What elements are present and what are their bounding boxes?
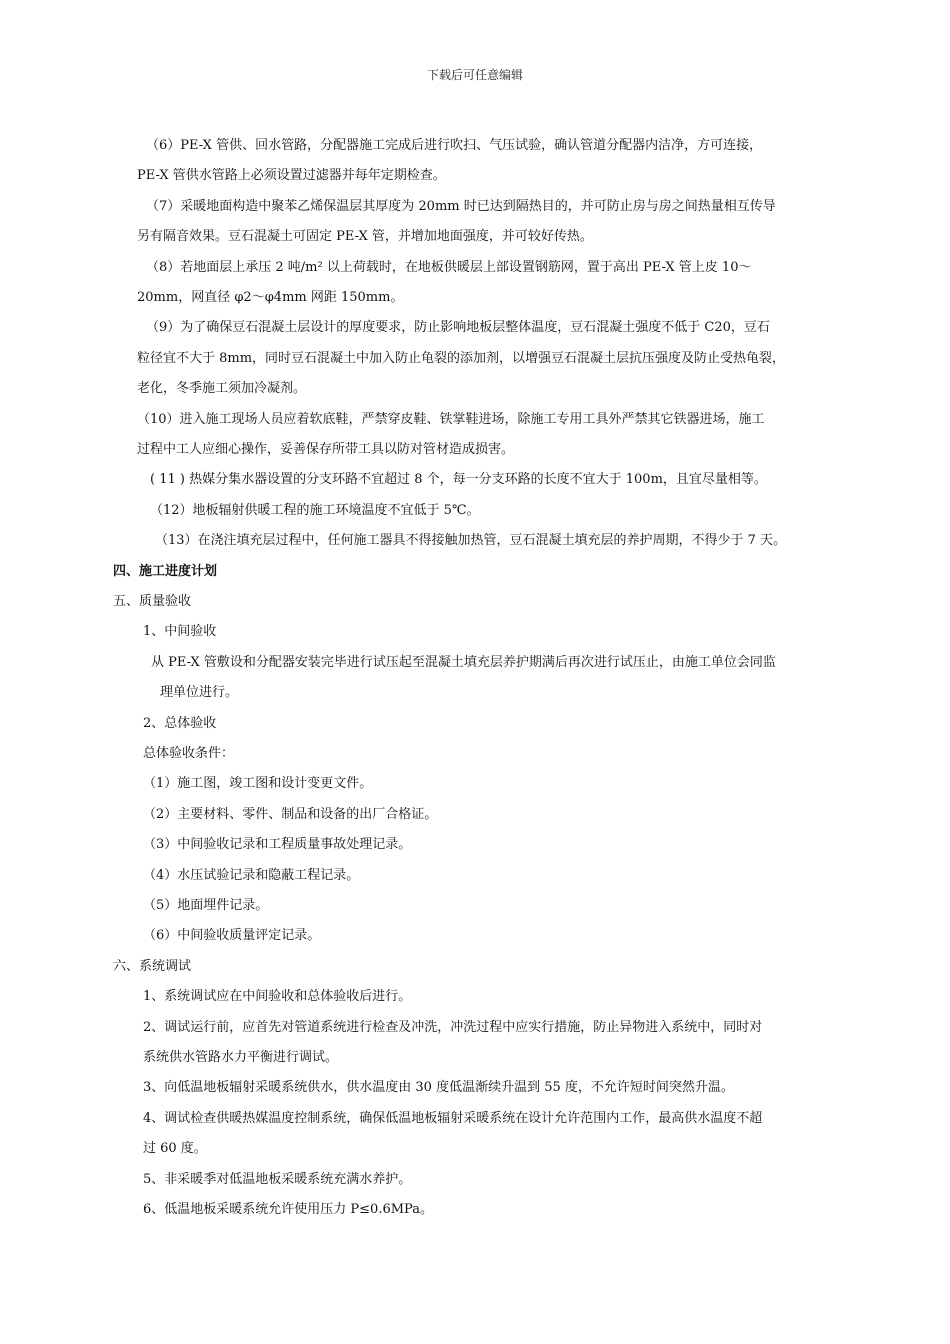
text-line: 另有隔音效果。豆石混凝土可固定 PE-X 管，并增加地面强度，并可较好传热。 — [137, 229, 593, 244]
section-heading: 四、施工进度计划 — [113, 564, 218, 579]
text-line: 老化，冬季施工须加冷凝剂。 — [137, 381, 307, 396]
list-item: 3、向低温地板辐射采暖系统供水，供水温度由 30 度低温渐续升温到 55 度，不允许短时间突然升温。 — [143, 1080, 734, 1095]
text-line: 理单位进行。 — [160, 685, 239, 700]
list-item: （3）中间验收记录和工程质量事故处理记录。 — [143, 837, 412, 852]
page-header: 下载后可任意编辑 — [426, 68, 523, 82]
list-item: 2、调试运行前，应首先对管道系统进行检查及冲洗，冲洗过程中应实行措施，防止异物进入系统中，同时对 — [143, 1020, 763, 1035]
list-item: 6、低温地板采暖系统允许使用压力 P≤0.6MPa。 — [143, 1202, 433, 1217]
text-line: （13）在浇注填充层过程中，任何施工器具不得接触加热管，豆石混凝土填充层的养护周期，不得少于 7 天。 — [155, 533, 787, 548]
text-line: 总体验收条件： — [143, 746, 235, 761]
text-line: ( 11 ) 热媒分集水器设置的分支环路不宜超过 8 个，每一分支环路的长度不宜大于 100m，且宜尽量相等。 — [150, 472, 767, 487]
text-line: （10）进入施工现场人员应着软底鞋，严禁穿皮鞋、铁掌鞋进场，除施工专用工具外严禁其它铁器进场，施工 — [137, 412, 765, 427]
section-heading: 六、系统调试 — [113, 959, 192, 974]
list-item: （2）主要材料、零件、制品和设备的出厂合格证。 — [143, 807, 438, 822]
list-item: 5、非采暖季对低温地板采暖系统充满水养护。 — [143, 1172, 412, 1187]
text-line: （7）采暖地面构造中聚苯乙烯保温层其厚度为 20mm 时已达到隔热目的，并可防止房与房之间热量相互传导 — [146, 199, 776, 214]
text-line: （6）PE-X 管供、回水管路，分配器施工完成后进行吹扫、气压试验，确认管道分配器内洁净，方可连接， — [146, 138, 763, 153]
text-line: （8）若地面层上承压 2 吨/m² 以上荷载时，在地板供暖层上部设置钢筋网，置于高出 PE-X 管上皮 10～ — [146, 260, 752, 275]
text-line: 粒径宜不大于 8mm，同时豆石混凝土中加入防止龟裂的添加剂，以增强豆石混凝土层抗压强度及防止受热龟裂， — [137, 351, 786, 366]
text-line: 过程中工人应细心操作，妥善保存所带工具以防对管材造成损害。 — [137, 442, 515, 457]
subsection-heading: 1、中间验收 — [143, 624, 217, 639]
list-item: （5）地面埋件记录。 — [143, 898, 269, 913]
text-line: PE-X 管供水管路上必须设置过滤器并每年定期检查。 — [137, 168, 446, 183]
text-line: 系统供水管路水力平衡进行调试。 — [143, 1050, 339, 1065]
text-line: （9）为了确保豆石混凝土层设计的厚度要求，防止影响地板层整体温度，豆石混凝土强度不低于 C20，豆石 — [146, 320, 770, 335]
text-line: 从 PE-X 管敷设和分配器安装完毕进行试压起至混凝土填充层养护期满后再次进行试压止，由施工单位会同监 — [151, 655, 776, 670]
list-item: 1、系统调试应在中间验收和总体验收后进行。 — [143, 989, 412, 1004]
text-line: 20mm，网直径 φ2～φ4mm 网距 150mm。 — [137, 290, 404, 305]
list-item: 4、调试检查供暖热媒温度控制系统，确保低温地板辐射采暖系统在设计允许范围内工作，最高供水温度不超 — [143, 1111, 763, 1126]
text-line: （12）地板辐射供暖工程的施工环境温度不宜低于 5℃。 — [150, 503, 480, 518]
list-item: （1）施工图，竣工图和设计变更文件。 — [143, 776, 373, 791]
list-item: （6）中间验收质量评定记录。 — [143, 928, 321, 943]
text-line: 过 60 度。 — [143, 1141, 207, 1156]
list-item: （4）水压试验记录和隐蔽工程记录。 — [143, 868, 360, 883]
section-heading: 五、质量验收 — [113, 594, 192, 609]
subsection-heading: 2、总体验收 — [143, 716, 217, 731]
